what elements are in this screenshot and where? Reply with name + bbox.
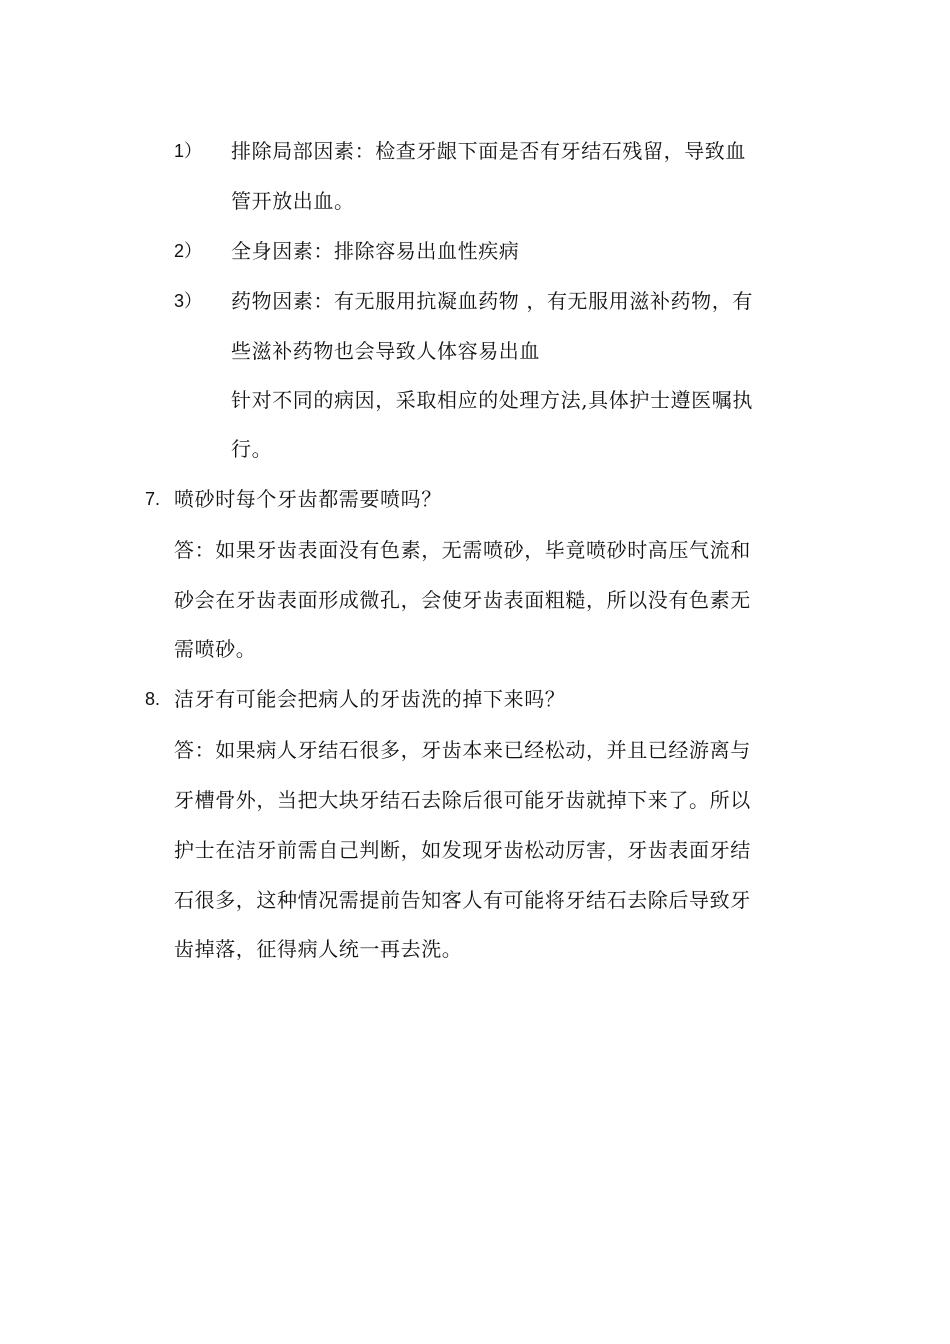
list-marker-3: 3） xyxy=(174,291,203,311)
list-marker-1: 1） xyxy=(174,141,203,161)
treatment-note-line-1: 针对不同的病因，采取相应的处理方法,具体护士遵医嘱执 xyxy=(231,388,753,412)
sub-item-2-line-1: 全身因素：排除容易出血性疾病 xyxy=(231,239,520,263)
list-marker-2: 2） xyxy=(174,241,203,261)
sub-item-3-line-2: 些滋补药物也会导致人体容易出血 xyxy=(231,339,540,363)
answer-8-line-5: 齿掉落，征得病人统一再去洗。 xyxy=(174,937,463,961)
question-number-8: 8. xyxy=(145,689,161,709)
answer-7-line-1: 答：如果牙齿表面没有色素，无需喷砂，毕竟喷砂时高压气流和 xyxy=(174,538,751,562)
sub-item-1-line-1: 排除局部因素：检查牙龈下面是否有牙结石残留，导致血 xyxy=(231,139,746,163)
sub-item-1-line-2: 管开放出血。 xyxy=(231,189,355,213)
answer-8-line-2: 牙槽骨外，当把大块牙结石去除后很可能牙齿就掉下来了。所以 xyxy=(174,788,751,812)
question-number-7: 7. xyxy=(145,489,161,509)
answer-8-line-1: 答：如果病人牙结石很多，牙齿本来已经松动，并且已经游离与 xyxy=(174,738,751,762)
question-8-title: 洁牙有可能会把病人的牙齿洗的掉下来吗？ xyxy=(174,687,566,711)
answer-7-line-2: 砂会在牙齿表面形成微孔，会使牙齿表面粗糙，所以没有色素无 xyxy=(174,588,751,612)
sub-item-3-line-1: 药物因素：有无服用抗凝血药物 ，有无服用滋补药物，有 xyxy=(231,289,753,313)
answer-8-line-4: 石很多，这种情况需提前告知客人有可能将牙结石去除后导致牙 xyxy=(174,888,751,912)
treatment-note-line-2: 行。 xyxy=(231,437,273,461)
question-7-title: 喷砂时每个牙齿都需要喷吗？ xyxy=(174,487,442,511)
answer-8-line-3: 护士在洁牙前需自己判断，如发现牙齿松动厉害，牙齿表面牙结 xyxy=(174,838,751,862)
answer-7-line-3: 需喷砂。 xyxy=(174,637,257,661)
